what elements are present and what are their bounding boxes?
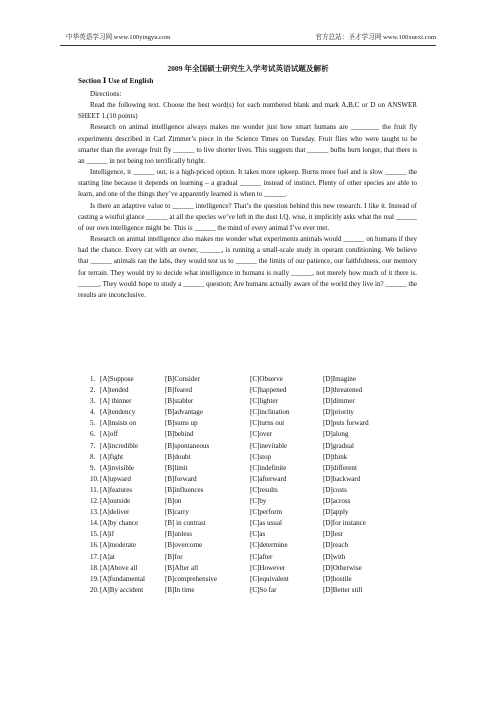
- option-c: [C]afterward: [250, 474, 287, 483]
- option-d: [D]gradual: [323, 441, 354, 450]
- header-left-text: 中华英语学习网 www.100yingyu.com: [66, 34, 171, 41]
- option-c: [C]stop: [250, 452, 272, 461]
- question-number: 6.: [90, 430, 96, 439]
- question-row: [90, 563, 430, 574]
- option-c: [C]So far: [250, 585, 277, 594]
- option-b: [B]unless: [165, 530, 193, 539]
- option-a: [A]outside: [100, 497, 131, 506]
- header-divider: [60, 45, 436, 46]
- option-b: [B]doubt: [165, 452, 191, 461]
- option-c: [C]by: [250, 497, 267, 506]
- question-number: 5.: [90, 419, 96, 428]
- option-a: [A]deliver: [100, 508, 130, 517]
- header-right-text: 官方总站：圣才学习网 www.100xuexi.com: [315, 34, 436, 41]
- question-number: 12.: [90, 497, 99, 506]
- option-c: [C]equivalent: [250, 574, 289, 583]
- passage-paragraph: Is there an adaptive value to ______ intelligence? That’s the question behind this new research. I like it. Instead of casting a wistful glance ______ at all the species we’ve left in the dust I.Q. wise, it implicitly asks what the real ______ of our own intelligence might be. This is ______ the mind of every animal I’ve ever met.: [78, 201, 417, 232]
- question-number: 9.: [90, 463, 96, 472]
- option-a: [A]tendency: [100, 408, 136, 417]
- option-c: [C]determine: [250, 541, 288, 550]
- option-a: [A]tended: [100, 386, 129, 395]
- question-number: 19.: [90, 574, 99, 583]
- option-b: [B]feared: [165, 386, 192, 395]
- option-d: [D]dimmer: [323, 397, 355, 406]
- question-row: [90, 574, 430, 585]
- question-number: 14.: [90, 519, 99, 528]
- question-number: 17.: [90, 552, 99, 561]
- question-number: 20.: [90, 585, 99, 594]
- option-b: [B]overcome: [165, 541, 203, 550]
- directions-label: Directions:: [90, 90, 122, 98]
- question-row: [90, 441, 430, 452]
- option-b: [B]carry: [165, 508, 189, 517]
- question-number: 1.: [90, 375, 96, 383]
- option-a: [A]Above all: [100, 563, 138, 572]
- option-c: [C]inevitable: [250, 441, 288, 450]
- option-a: [A]invisible: [100, 463, 135, 472]
- option-c: [C]after: [250, 552, 273, 561]
- question-row: [90, 529, 430, 540]
- option-b: [B]influences: [165, 485, 204, 494]
- document-title: 2009 年全国硕士研究生入学考试英语试题及解析: [167, 64, 329, 73]
- option-b: [B]for: [165, 552, 183, 561]
- passage-paragraph: Intelligence, it ______ out, is a high-priced option. It takes more upkeep. Burns more fuel and is slow ______ the starting line because it depends on learning – a gradual ______ instead of instinct. Plenty of other species are able to learn, and one of the things they’ve apparently learned is when to ______.: [78, 168, 417, 199]
- question-row: [90, 407, 430, 418]
- question-number: 13.: [90, 508, 99, 517]
- option-d: [D]for instance: [323, 519, 366, 528]
- answer-options: [90, 374, 430, 596]
- option-d: [D]Otherwise: [323, 563, 362, 572]
- option-b: [B]comprehensive: [165, 574, 218, 583]
- option-b: [B]on: [165, 497, 182, 506]
- option-d: [D]costs: [323, 485, 347, 494]
- question-row: [90, 418, 430, 429]
- option-a: [A]if: [100, 530, 115, 539]
- question-row: [90, 552, 430, 563]
- option-c: [C]indefinite: [250, 463, 287, 472]
- question-number: 18.: [90, 563, 99, 572]
- option-d: [D]across: [323, 497, 351, 506]
- option-d: [D]apply: [323, 508, 349, 517]
- question-row: [90, 474, 430, 485]
- question-row: [90, 463, 430, 474]
- option-a: [A]fight: [100, 452, 124, 461]
- question-row: [90, 518, 430, 529]
- option-d: [D]different: [323, 463, 357, 472]
- passage-paragraph: Research on animal intelligence always makes me wonder just how smart humans are ________ the fruit fly experiments described in Carl Zimmer’s piece in the Science Times on Tuesday. Fruit flies who were taught to be smarter than the average fruit fly ______ to live shorter lives. This suggests that ______ bulbs burn longer, that there is an ______ in not being too terrifically bright.: [78, 123, 417, 165]
- option-a: [A]By accident: [100, 585, 144, 594]
- option-a: [A]at: [100, 552, 115, 561]
- question-row: [90, 452, 430, 463]
- option-c: [C]as usual: [250, 519, 282, 528]
- option-b: [B]After all: [165, 563, 199, 572]
- option-d: [D]hostile: [323, 574, 352, 583]
- option-b: [B]sums up: [165, 419, 198, 428]
- question-row: [90, 374, 430, 385]
- question-number: 7.: [90, 441, 96, 450]
- option-b: [B] in contrast: [165, 519, 206, 528]
- option-c: [C]turns out: [250, 419, 285, 428]
- option-a: [A]features: [100, 485, 133, 494]
- option-a: [A]by chance: [100, 519, 139, 528]
- option-d: [D]along: [323, 430, 349, 439]
- question-row: [90, 507, 430, 518]
- option-d: [D]backward: [323, 474, 361, 483]
- question-number: 8.: [90, 452, 96, 461]
- option-c: [C]lighter: [250, 397, 278, 406]
- directions-text: Read the following text. Choose the best word(s) for each numbered blank and mark A,B,C or D on ANSWER SHEET 1.(10 points): [78, 101, 417, 121]
- option-c: [C]perform: [250, 508, 283, 517]
- option-b: [B]In time: [165, 585, 195, 594]
- option-a: [A]Suppose: [100, 375, 134, 383]
- option-d: [D]puts forward: [323, 419, 369, 428]
- option-d: [D]with: [323, 552, 346, 561]
- question-row: [90, 585, 430, 596]
- question-number: 3.: [90, 397, 96, 406]
- option-d: [D]threatened: [323, 386, 363, 395]
- option-d: [D]Better still: [323, 585, 363, 594]
- question-number: 10.: [90, 474, 99, 483]
- option-c: [C]happened: [250, 386, 287, 395]
- question-row: [90, 385, 430, 396]
- section-heading: Section Ⅰ Use of English: [78, 76, 154, 85]
- option-b: [B]behind: [165, 430, 194, 439]
- option-c: [C]Observe: [250, 375, 283, 383]
- question-row: [90, 396, 430, 407]
- option-a: [A]moderate: [100, 541, 136, 550]
- option-d: [D]reach: [323, 541, 349, 550]
- question-number: 11.: [90, 485, 99, 494]
- question-row: [90, 540, 430, 551]
- question-row: [90, 485, 430, 496]
- option-b: [B]stabler: [165, 397, 194, 406]
- option-c: [C]results: [250, 485, 278, 494]
- option-b: [B]spontaneous: [165, 441, 210, 450]
- page-header: [60, 29, 436, 41]
- question-number: 15.: [90, 530, 99, 539]
- option-d: [D]priority: [323, 408, 354, 417]
- option-d: [D]think: [323, 452, 348, 461]
- option-c: [C]over: [250, 430, 272, 439]
- option-b: [B]advantage: [165, 408, 203, 417]
- option-d: [D]Imagine: [323, 375, 356, 383]
- option-b: [B]Consider: [165, 375, 200, 383]
- option-a: [A] thinner: [100, 397, 132, 406]
- option-a: [A]off: [100, 430, 118, 439]
- passage: [78, 89, 417, 301]
- question-row: [90, 429, 430, 440]
- option-c: [C]as: [250, 530, 266, 539]
- option-a: [A]incredible: [100, 441, 138, 450]
- option-d: [D]lest: [323, 530, 343, 539]
- option-a: [A]upward: [100, 474, 131, 483]
- question-number: 2.: [90, 386, 96, 395]
- question-row: [90, 496, 430, 507]
- option-b: [B]limit: [165, 463, 188, 472]
- option-c: [C]inclination: [250, 408, 290, 417]
- option-a: [A]fundamental: [100, 574, 146, 583]
- option-a: [A]insists on: [100, 419, 137, 428]
- question-number: 16.: [90, 541, 99, 550]
- passage-paragraph: Research on animal intelligence also makes me wonder what experiments animals would ______ on humans if they had the chance. Every cat with an owner, ______, is running a small-scale study in operant conditioning. We believe that ______ animals ran the labs, they would test us to ______ the limits of our patience, our faithfulness, our memory for terrain. They would try to decide what intelligence in humans is really ______, not merely how much of it there is. ______, They would hope to study a ______ question; Are humans actually aware of the world they live in? ______ the results are inconclusive.: [78, 235, 417, 299]
- question-number: 4.: [90, 408, 96, 417]
- option-b: [B]forward: [165, 474, 197, 483]
- option-c: [C]However: [250, 563, 286, 572]
